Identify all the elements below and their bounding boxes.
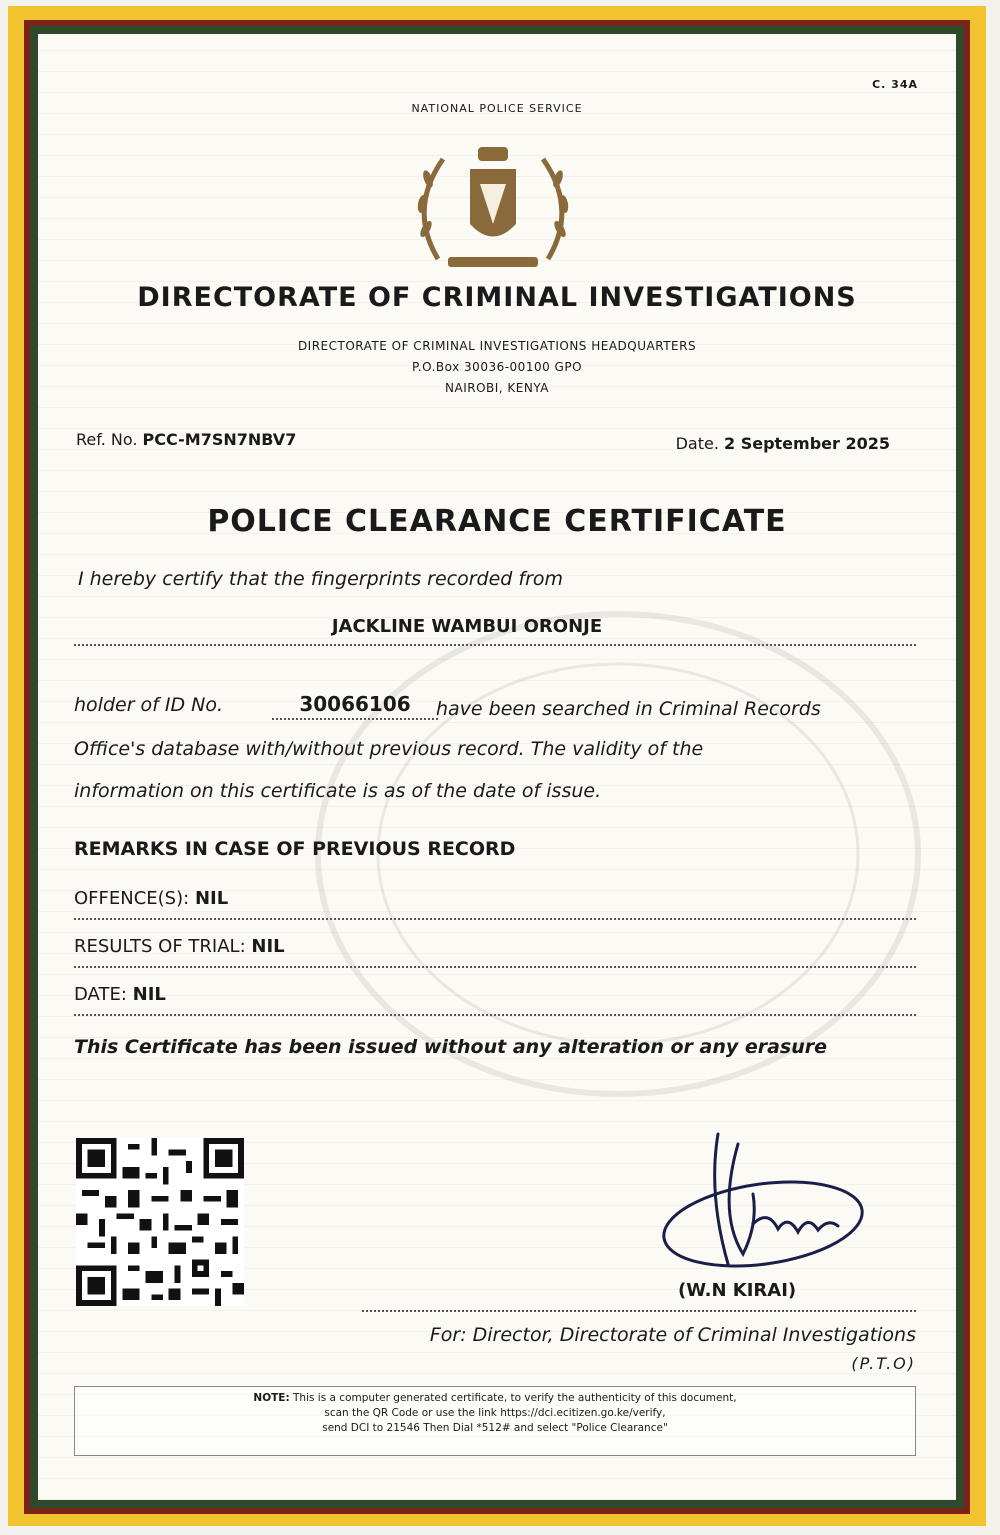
remark-date-row [74, 984, 166, 1005]
holder-label: holder of ID No. [74, 694, 224, 716]
trial-label: RESULTS OF TRIAL: [74, 936, 246, 957]
searched-text: have been searched in Criminal Records [436, 698, 821, 720]
note-text1: This is a computer generated certificate, to verify the authenticity of this document, [293, 1392, 737, 1404]
note-box [74, 1386, 916, 1456]
form-code: C. 34A [872, 78, 918, 91]
ref-value: PCC-M7SN7NBV7 [142, 430, 297, 449]
note-label: NOTE: [253, 1392, 290, 1404]
ref-number [76, 430, 296, 449]
remark-date-label: DATE: [74, 984, 127, 1005]
directorate-title: DIRECTORATE OF CRIMINAL INVESTIGATIONS [137, 282, 857, 313]
note-line2: scan the QR Code or use the link https://dci.ecitizen.go.ke/verify, [324, 1407, 666, 1419]
pto-label: (P.T.O) [851, 1354, 916, 1373]
name-dotted-line [74, 644, 916, 646]
date-value: 2 September 2025 [724, 434, 890, 453]
database-text: Office's database with/without previous record. The validity of the [74, 738, 704, 760]
note-line3: send DCI to 21546 Then Dial *512# and select "Police Clearance" [322, 1422, 668, 1434]
trial-row [74, 936, 285, 957]
date-label: Date. [675, 434, 719, 453]
green-border [30, 26, 964, 1508]
validity-text: information on this certificate is as of the date of issue. [74, 780, 602, 802]
po-box: P.O.Box 30036-00100 GPO [411, 360, 583, 374]
trial-dotted-line [74, 966, 916, 968]
qr-code[interactable] [76, 1138, 244, 1306]
remarks-heading: REMARKS IN CASE OF PREVIOUS RECORD [74, 838, 516, 860]
holder-name: JACKLINE WAMBUI ORONJE [331, 616, 603, 637]
red-border [24, 20, 970, 1514]
city: NAIROBI, KENYA [445, 381, 549, 395]
signatory-name: (W.N KIRAI) [678, 1280, 797, 1301]
date-dotted-line [74, 1014, 916, 1016]
issued-statement: This Certificate has been issued without any alteration or any erasure [74, 1036, 828, 1058]
id-number: 30066106 [272, 692, 438, 720]
hq-name: DIRECTORATE OF CRIMINAL INVESTIGATIONS HEADQUARTERS [297, 339, 697, 353]
offences-label: OFFENCE(S): [74, 888, 190, 909]
issue-date [676, 434, 890, 453]
signature [648, 1114, 878, 1284]
for-director: For: Director, Directorate of Criminal Investigations [429, 1324, 916, 1346]
offences-row [74, 888, 228, 909]
trial-value: NIL [251, 936, 285, 957]
note-line1 [75, 1391, 915, 1406]
offences-dotted-line [74, 918, 916, 920]
signature-dotted-line [362, 1310, 916, 1312]
hq-address [38, 336, 956, 399]
police-emblem-icon [398, 129, 588, 289]
outer-border [8, 6, 986, 1526]
remark-date-value: NIL [132, 984, 166, 1005]
certify-text: I hereby certify that the fingerprints recorded from [78, 568, 564, 590]
certificate-paper [38, 34, 956, 1500]
certificate-title: POLICE CLEARANCE CERTIFICATE [207, 504, 787, 539]
service-name: NATIONAL POLICE SERVICE [411, 102, 583, 115]
offences-value: NIL [194, 888, 229, 909]
ref-label: Ref. No. [76, 430, 138, 449]
